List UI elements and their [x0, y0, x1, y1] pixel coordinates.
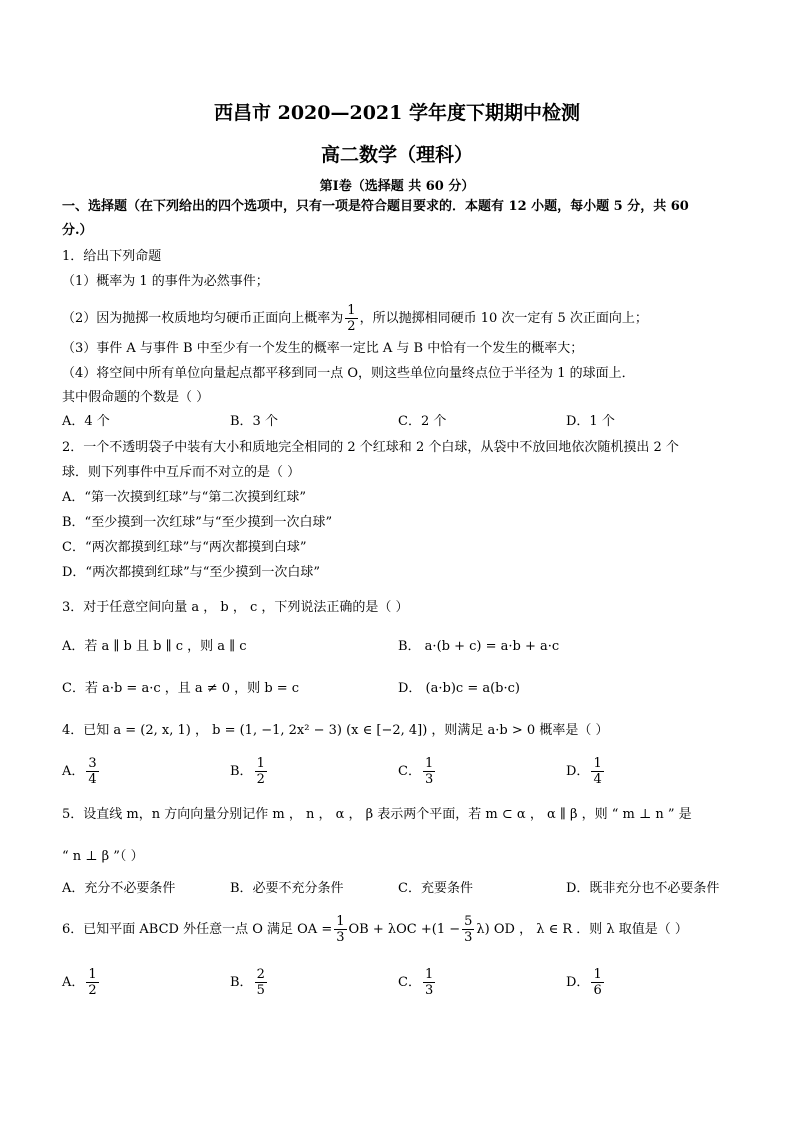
section-heading-line1: 一、选择题（在下列给出的四个选项中，只有一项是符合题目要求的．本题有 12 小题，每小题 5 分，共 60 — [62, 199, 689, 214]
q3-option-b: B． a·(b + c) = a·b + a·c — [398, 639, 560, 654]
frac-denominator: 5 — [256, 983, 265, 998]
q1-option-c: C．2 个 — [398, 414, 447, 429]
q4-stem: 4．已知 a = (2, x, 1) ， b = (1, −1, 2x² − 3) (x ∈ [−2, 4]) ，则满足 a·b > 0 概率是（ ） — [62, 723, 609, 738]
frac-denominator: 4 — [88, 772, 97, 787]
q1-s2-part-a: （2）因为抛掷一枚质地均匀硬币正面向上概率为 — [62, 311, 344, 326]
q6-fraction-2 — [462, 914, 474, 945]
q1-ask: 其中假命题的个数是（ ） — [62, 390, 210, 405]
q2-stem-line2: 球．则下列事件中互斥而不对立的是（ ） — [62, 465, 301, 480]
q2-option-a: A．“第一次摸到红球”与“第二次摸到红球” — [62, 490, 306, 505]
option-label: D． — [566, 975, 590, 990]
frac-denominator: 3 — [464, 930, 473, 945]
option-fraction — [255, 967, 267, 998]
frac-denominator: 2 — [256, 772, 265, 787]
option-fraction — [86, 756, 98, 787]
q6-option-c — [398, 967, 437, 998]
frac-numerator: 1 — [593, 967, 602, 982]
option-label: B． — [230, 764, 253, 779]
section-heading-line2: 分.） — [62, 223, 93, 238]
q3-option-c: C．若 a·b = a·c ，且 a ≠ 0 ，则 b = c — [62, 681, 300, 696]
q5-option-d: D．既非充分也不必要条件 — [566, 881, 720, 896]
frac-numerator: 1 — [424, 967, 434, 982]
q6-stem — [62, 913, 688, 947]
option-fraction — [591, 967, 603, 998]
q1-s2-part-b: ，所以抛掷相同硬币 10 次一定有 5 次正面向上； — [359, 311, 648, 326]
q1-statement-1: （1）概率为 1 的事件为必然事件； — [62, 274, 269, 289]
frac-numerator: 1 — [424, 756, 434, 771]
q1-stem: 1．给出下列命题 — [62, 249, 162, 264]
q1-statement-2 — [62, 302, 648, 336]
q4-option-d — [566, 756, 606, 787]
frac-denominator: 3 — [424, 983, 434, 998]
q5-option-c: C．充要条件 — [398, 881, 473, 896]
frac-numerator: 1 — [88, 967, 97, 982]
frac-numerator: 1 — [593, 756, 602, 771]
option-label: C． — [398, 764, 421, 779]
q4-option-c — [398, 756, 437, 787]
q5-option-b: B．必要不充分条件 — [230, 881, 344, 896]
q2-option-c: C．“两次都摸到红球”与“两次都摸到白球” — [62, 540, 307, 555]
q6-stem-part-d: λ) OD ， λ ∈ R ．则 λ 取值是（ ） — [476, 922, 688, 937]
q6-stem-part-c: (1 − — [431, 922, 461, 937]
option-label: A． — [62, 975, 85, 990]
q4-option-a — [62, 756, 101, 787]
q1-option-d: D．1 个 — [566, 414, 615, 429]
exam-title: 西昌市 2020—2021 学年度下期期中检测 — [214, 102, 580, 124]
q1-s2-fraction — [345, 303, 357, 334]
q2-option-b: B．“至少摸到一次红球”与“至少摸到一次白球” — [62, 515, 333, 530]
option-label: C． — [398, 975, 421, 990]
q2-stem-line1: 2．一个不透明袋子中装有大小和质地完全相同的 2 个红球和 2 个白球，从袋中不放回地依次随机摸出 2 个 — [62, 440, 679, 455]
q1-statement-3: （3）事件 A 与事件 B 中至少有一个发生的概率一定比 A 与 B 中恰有一个发生的概率大； — [62, 341, 584, 356]
frac-denominator: 2 — [347, 319, 356, 334]
exam-subtitle: 高二数学（理科） — [320, 144, 473, 166]
frac-numerator: 1 — [256, 756, 265, 771]
frac-denominator: 2 — [88, 983, 97, 998]
frac-numerator: 1 — [347, 303, 356, 318]
q2-option-d: D．“两次都摸到红球”与“至少摸到一次白球” — [62, 565, 321, 580]
q1-option-a: A．4 个 — [62, 414, 110, 429]
frac-denominator: 3 — [336, 930, 345, 945]
frac-denominator: 3 — [424, 772, 434, 787]
q3-option-a: A．若 a ∥ b 且 b ∥ c ，则 a ∥ c — [62, 639, 247, 654]
option-label: A． — [62, 764, 85, 779]
q6-option-b — [230, 967, 269, 998]
q1-option-b: B．3 个 — [230, 414, 278, 429]
volume-heading: 第Ⅰ卷（选择题 共 60 分） — [319, 179, 475, 194]
q3-stem: 3．对于任意空间向量 a ， b ， c ，下列说法正确的是（ ） — [62, 600, 409, 615]
q6-stem-part-a: 6．已知平面 ABCD 外任意一点 O 满足 OA = — [62, 922, 333, 937]
frac-numerator: 5 — [464, 914, 473, 929]
frac-numerator: 2 — [256, 967, 265, 982]
q6-option-a — [62, 967, 101, 998]
frac-denominator: 6 — [593, 983, 602, 998]
q5-stem-line2: “ n ⊥ β ”（ ） — [62, 849, 144, 864]
q5-stem-line1: 5．设直线 m，n 方向向量分别记作 m ， n ， α ， β 表示两个平面，若 m ⊂ α ， α ∥ β ，则 “ m ⊥ n ” 是 — [62, 807, 692, 822]
q6-stem-part-b: OB + λOC + — [348, 922, 432, 937]
frac-numerator: 1 — [336, 914, 345, 929]
option-fraction — [86, 967, 98, 998]
q3-option-d: D． (a·b)c = a(b·c) — [398, 681, 520, 696]
option-fraction — [255, 756, 267, 787]
option-label: B． — [230, 975, 253, 990]
option-fraction — [591, 756, 603, 787]
q1-statement-4: （4）将空间中所有单位向量起点都平移到同一点 O，则这些单位向量终点位于半径为 1 的球面上． — [62, 366, 635, 381]
frac-numerator: 3 — [88, 756, 97, 771]
q4-option-b — [230, 756, 269, 787]
option-fraction — [423, 967, 435, 998]
option-label: D． — [566, 764, 590, 779]
q6-option-d — [566, 967, 606, 998]
option-fraction — [423, 756, 435, 787]
frac-denominator: 4 — [593, 772, 602, 787]
q6-fraction-1 — [334, 914, 346, 945]
q5-option-a: A．充分不必要条件 — [62, 881, 176, 896]
